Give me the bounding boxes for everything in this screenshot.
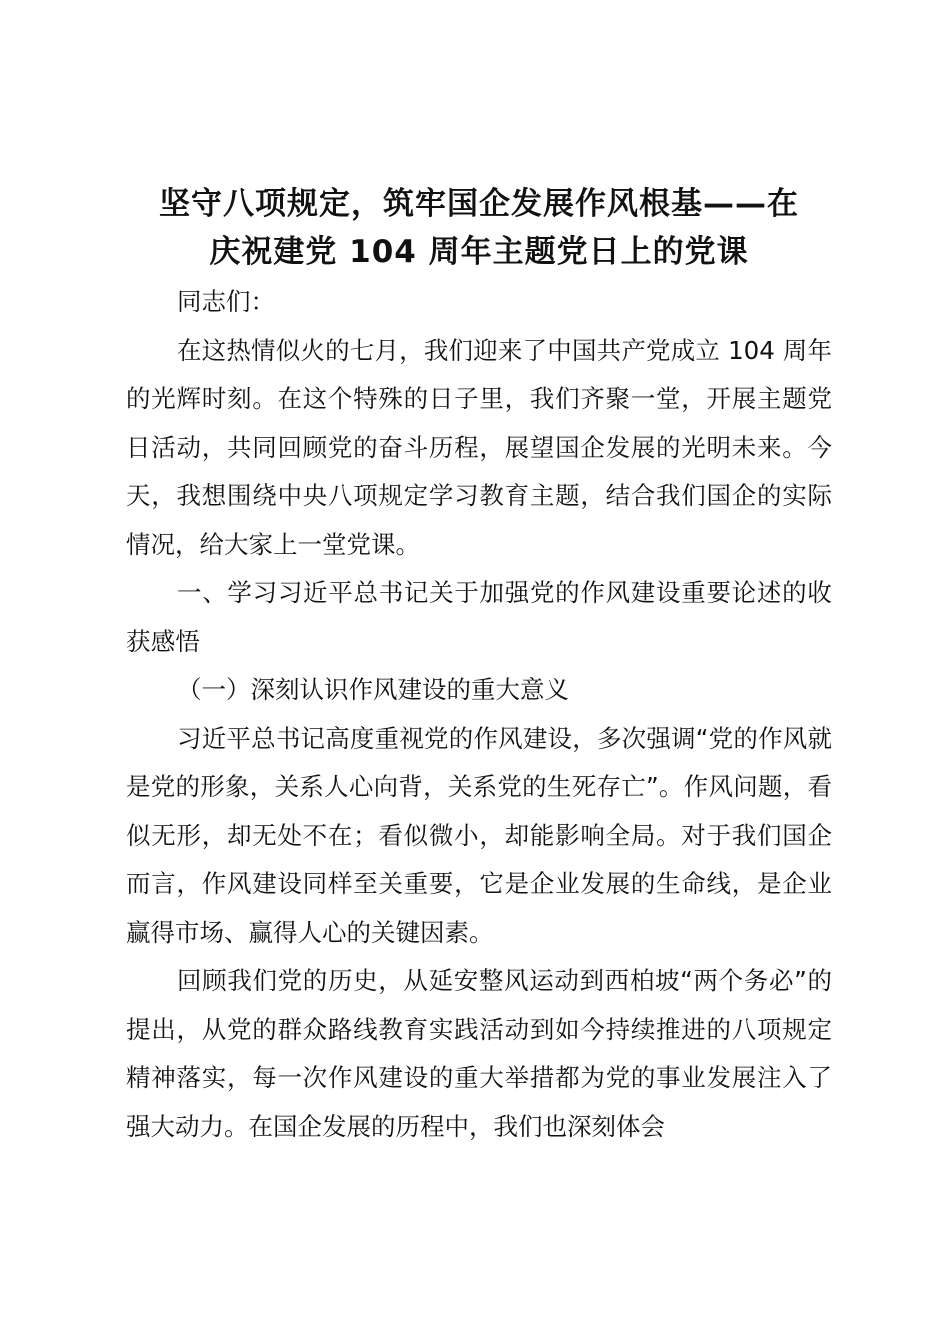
subsection-heading-1: （一）深刻认识作风建设的重大意义 <box>177 675 569 704</box>
document-title <box>126 180 832 276</box>
document-body <box>126 278 832 1151</box>
paragraph-style-importance: 习近平总书记高度重视党的作风建设，多次强调“党的作风就是党的形象，关系人心向背，关系党的生死存亡”。作风问题，看似无形，却无处不在；看似微小，却能影响全局。对于我们国企而言，作风建设同样至关重要，它是企业发展的生命线，是企业赢得市场、赢得人心的关键因素。 <box>126 723 832 947</box>
title-line-1: 坚守八项规定，筑牢国企发展作风根基——在 <box>159 186 799 222</box>
title-line-2: 庆祝建党 104 周年主题党日上的党课 <box>209 234 749 270</box>
paragraph-intro: 在这热情似火的七月，我们迎来了中国共产党成立 104 周年的光辉时刻。在这个特殊的日子里，我们齐聚一堂，开展主题党日活动，共同回顾党的奋斗历程，展望国企发展的光明未来。今天，我想围绕中央八项规定学习教育主题，结合我们国企的实际情况，给大家上一堂党课。 <box>126 335 832 559</box>
salutation: 同志们： <box>177 287 275 316</box>
section-heading-1: 一、学习习近平总书记关于加强党的作风建设重要论述的收获感悟 <box>126 578 832 656</box>
paragraph-history-review: 回顾我们党的历史，从延安整风运动到西柏坡“两个务必”的提出，从党的群众路线教育实践活动到如今持续推进的八项规定精神落实，每一次作风建设的重大举措都为党的事业发展注入了强大动力。在国企发展的历程中，我们也深刻体会 <box>126 966 832 1141</box>
